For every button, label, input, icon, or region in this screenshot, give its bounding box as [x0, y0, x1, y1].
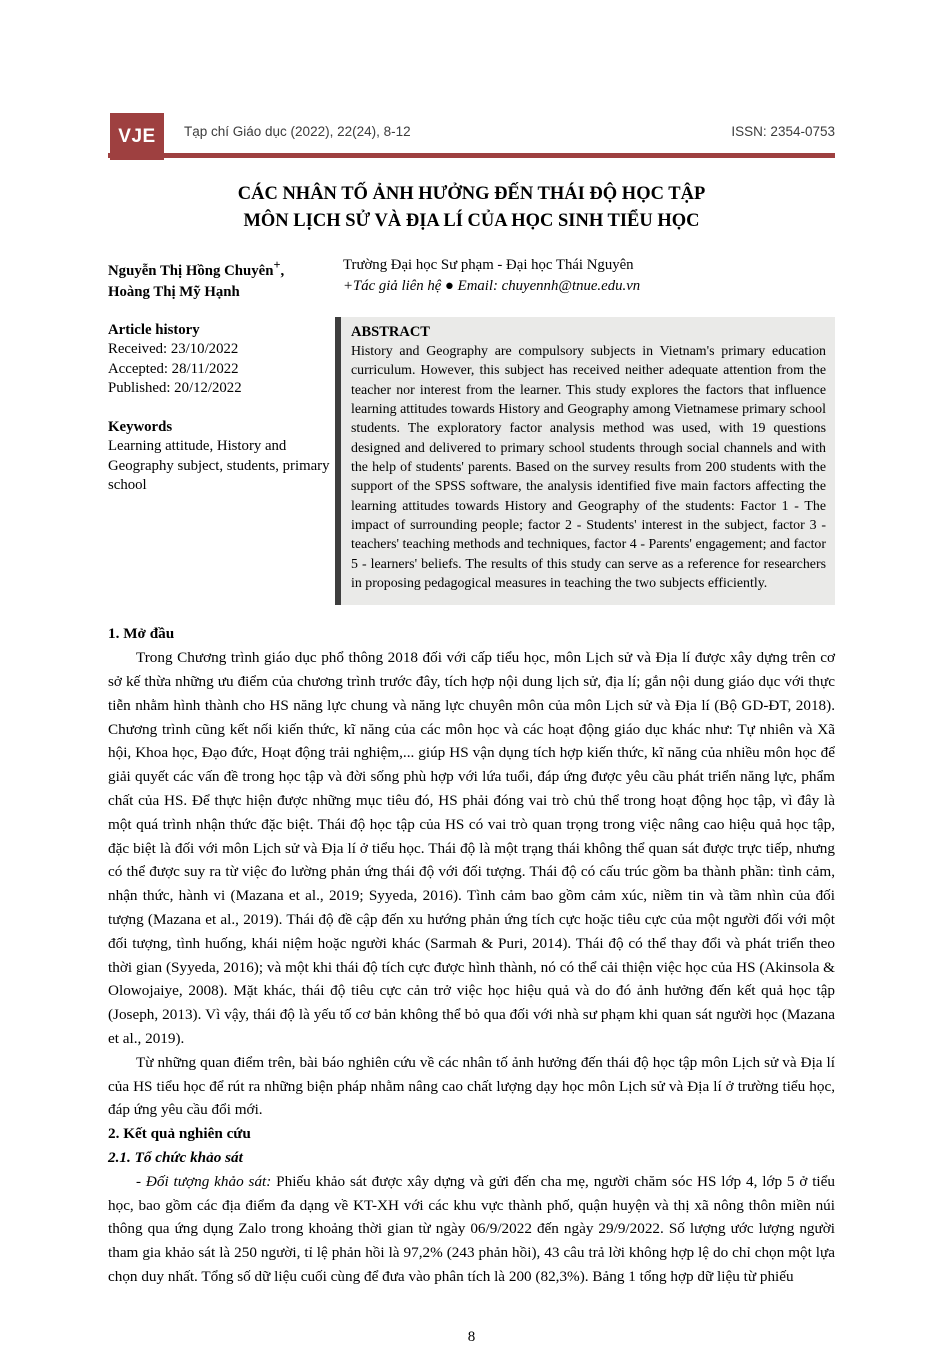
article-title-line1: CÁC NHÂN TỐ ẢNH HƯỞNG ĐẾN THÁI ĐỘ HỌC TẬP — [237, 184, 706, 204]
section-1-paragraph-1: Trong Chương trình giáo dục phổ thông 2018 đối với cấp tiểu học, môn Lịch sử và Địa lí được xây dựng trên cơ sở kế thừa những ưu điểm của chương trình trước đây, tích hợp nội dung lịch sử, địa lí; gắn nội dung giáo dục với thực tiễn nhằm hình thành cho HS năng lực chung và năng lực chuyên môn của môn Lịch sử và Địa lí (Bộ GD-ĐT, 2018). Chương trình cũng kết nối kiến thức, kĩ năng của các môn học và các hoạt động giáo dục khác như: Tự nhiên và Xã hội, Khoa học, Đạo đức, Hoạt động trải nghiệm,... giúp HS vận dụng tích hợp kiến thức, kĩ năng của nhiều môn học để giải quyết các vấn đề trong học tập và đời sống phù hợp với lứa tuổi, đáp ứng được yêu cầu phát triển năng lực, phẩm chất của HS. Để thực hiện được những mục tiêu đó, HS phải đóng vai trò chủ thể trong hoạt động học tập, vì đây là một quá trình nhận thức đặc biệt. Thái độ học tập của HS có vai trò quan trọng trong việc nâng cao hiệu quả học tập, đặc biệt là đối với môn Lịch sử và Địa lí ở tiểu học. Thái độ là một trạng thái không thể quan sát được trực tiếp, nhưng có thể được suy ra từ việc đo lường phản ứng thái độ với đối tượng. Thái độ có cấu trúc gồm ba thành phần: tình cảm, nhận thức, hành vi (Mazana et al., 2019; Syyeda, 2016). Tình cảm bao gồm cảm xúc, niềm tin và tầm nhìn của đối tượng (Mazana et al., 2019). Thái độ đề cập đến xu hướng phản ứng tích cực hoặc tiêu cực của một người đối với một đối tượng, tình huống, khái niệm hoặc người khác (Sarmah & Puri, 2014). Thái độ có thể thay đổi và phát triển theo thời gian (Syyeda, 2016); và một khi thái độ tích cực được hình thành, nó có thể cải thiện việc học của HS (Akinsola & Olowojaiye, 2008). Mặt khác, thái độ tiêu cực cản trở việc học hiệu quả và do đó ảnh hưởng đến kết quả học tập (Joseph, 2013). Vì vậy, thái độ là yếu tố cơ bản không thể bỏ qua đối với nhà sư phạm khi quan sát người học (Mazana et al., 2019). — [108, 649, 835, 1047]
author-names — [108, 255, 343, 303]
page-number: 8 — [467, 1328, 476, 1345]
issn-label: ISSN: 2354-0753 — [731, 124, 835, 139]
author-1-separator: , — [280, 262, 285, 279]
survey-paragraph-text: Phiếu khảo sát được xây dựng và gửi đến cha mẹ, người chăm sóc HS lớp 4, lớp 5 ở tiểu học, bao gồm các địa điểm đa dạng về KT-XH với các khu vực thành phố, quận huyện và thị xã nông thôn miền núi thông qua ứng dụng Zalo trong khoảng thời gian từ ngày 06/9/2022 đến ngày 29/9/2022. Số lượng ước lượng người tham gia khảo sát là 250 người, tỉ lệ phản hồi là 97,2% (243 phản hồi), 43 câu trả lời không hợp lệ do chỉ chọn một lựa chọn duy nhất. Tổng số dữ liệu cuối cùng để đưa vào phân tích là 200 (82,3%). Bảng 1 tổng hợp dữ liệu từ phiếu — [108, 1172, 835, 1285]
meta-abstract-row — [108, 317, 835, 605]
section-1-paragraph-2: Từ những quan điểm trên, bài báo nghiên cứu về các nhân tố ảnh hưởng đến thái độ học tập môn Lịch sử và Địa lí của HS tiểu học để rút ra những biện pháp nhằm nâng cao chất lượng dạy học môn Lịch sử và Địa lí ở trường tiểu học, đáp ứng yêu cầu đổi mới. — [108, 1053, 835, 1119]
article-title — [108, 181, 835, 235]
author-1-name: Nguyễn Thị Hồng Chuyên — [108, 262, 274, 279]
section-1-heading: 1. Mở đầu — [108, 625, 175, 643]
article-history-heading: Article history — [108, 321, 200, 338]
survey-lead-italic: - Đối tượng khảo sát: — [136, 1172, 272, 1190]
corresponding-author-marker: + — [273, 258, 281, 272]
keywords-list: Learning attitude, History and Geography subject, students, primary school — [108, 438, 330, 494]
authors-block — [108, 255, 835, 303]
accepted-date: Accepted: 28/11/2022 — [108, 360, 239, 377]
vje-logo: VJE — [110, 113, 164, 160]
abstract-heading: ABSTRACT — [351, 323, 430, 340]
keywords-heading: Keywords — [108, 418, 173, 435]
author-affiliation-block — [343, 255, 640, 303]
affiliation-line: Trường Đại học Sư phạm - Đại học Thái Nguyên — [343, 257, 634, 273]
page-header — [108, 113, 835, 161]
article-meta-column — [108, 317, 335, 605]
survey-paragraph — [108, 1170, 835, 1289]
abstract-text: History and Geography are compulsory subjects in Vietnam's primary education curriculum. However, this subject has received neither adequate attention from the teacher nor interest from the learner. This study explores the factors that influence learning attitudes towards History and Geography among Vietnamese primary school students. The exploratory factor analysis method was used, with 19 questions designed and delivered to primary school students through social channels and with the help of students' parents. Based on the survey results from 200 students with the support of the SPSS software, the analysis identified five main factors affecting the learning attitudes towards History and Geography of the students: Factor 1 - The impact of surrounding people; factor 2 - Students' interest in the subject, factor 3 - teachers' teaching methods and techniques, factor 4 - Parents' engagement; and factor 5 - learners' beliefs. The results of this study can serve as a reference for researchers in proposing pedagogical measures in teaching the two subjects efficiently. — [351, 343, 826, 592]
author-2-name: Hoàng Thị Mỹ Hạnh — [108, 283, 240, 300]
header-rule — [108, 153, 835, 158]
received-date: Received: 23/10/2022 — [108, 341, 239, 358]
contact-email-line: +Tác giả liên hệ ● Email: chuyennh@tnue.edu.vn — [343, 278, 641, 294]
article-title-line2: MÔN LỊCH SỬ VÀ ĐỊA LÍ CỦA HỌC SINH TIỂU HỌC — [243, 211, 700, 231]
abstract-box — [335, 317, 835, 605]
article-body — [108, 622, 835, 1288]
section-2-1-heading: 2.1. Tổ chức khảo sát — [108, 1148, 243, 1166]
section-2-heading: 2. Kết quả nghiên cứu — [108, 1125, 251, 1143]
published-date: Published: 20/12/2022 — [108, 380, 242, 397]
journal-citation: Tạp chí Giáo dục (2022), 22(24), 8-12 — [184, 124, 411, 139]
